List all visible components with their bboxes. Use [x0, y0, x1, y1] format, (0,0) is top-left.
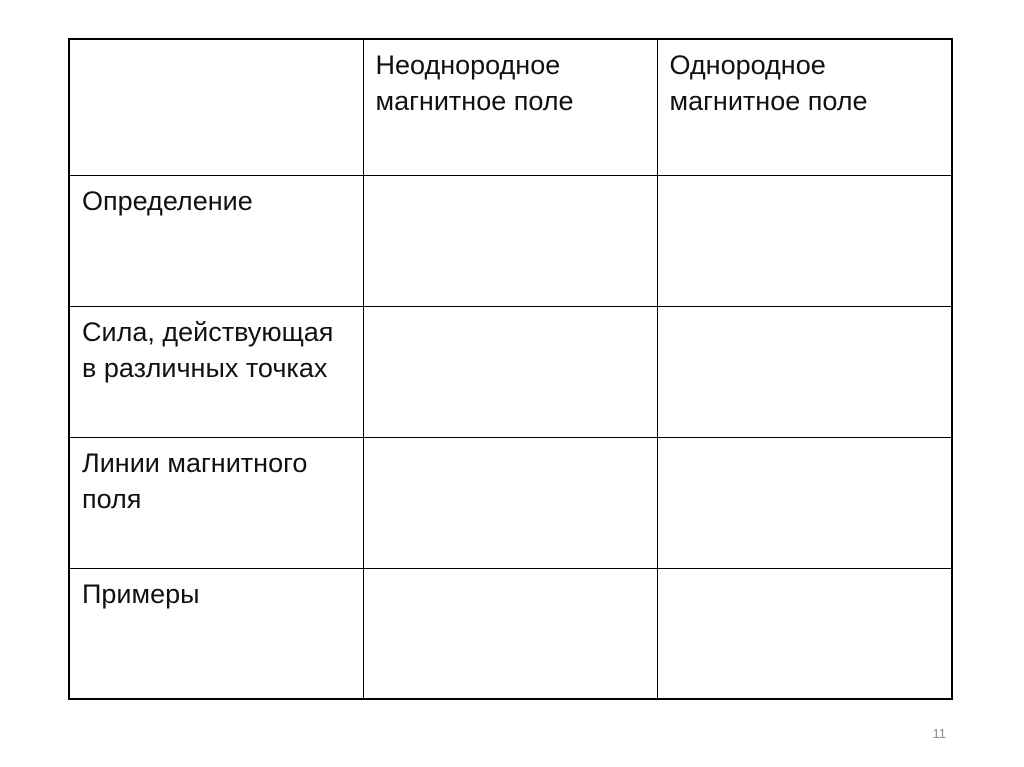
table-header-row	[69, 39, 952, 175]
row-label-definition: Определение	[69, 175, 363, 306]
header-uniform-field: Однородное магнитное поле	[657, 39, 952, 175]
table-row	[69, 306, 952, 437]
page-number: 11	[932, 726, 946, 741]
cell-force-uniform	[657, 306, 952, 437]
row-label-field-lines: Линии магнитного поля	[69, 437, 363, 568]
table-row	[69, 437, 952, 568]
row-label-force: Сила, действующая в различных точках	[69, 306, 363, 437]
cell-definition-nonuniform	[363, 175, 657, 306]
table-row	[69, 568, 952, 699]
row-label-examples: Примеры	[69, 568, 363, 699]
table-row	[69, 175, 952, 306]
cell-examples-nonuniform	[363, 568, 657, 699]
cell-definition-uniform	[657, 175, 952, 306]
header-corner-cell	[69, 39, 363, 175]
cell-examples-uniform	[657, 568, 952, 699]
comparison-table	[68, 38, 953, 700]
header-nonuniform-field: Неоднородное магнитное поле	[363, 39, 657, 175]
cell-field-lines-uniform	[657, 437, 952, 568]
cell-field-lines-nonuniform	[363, 437, 657, 568]
cell-force-nonuniform	[363, 306, 657, 437]
